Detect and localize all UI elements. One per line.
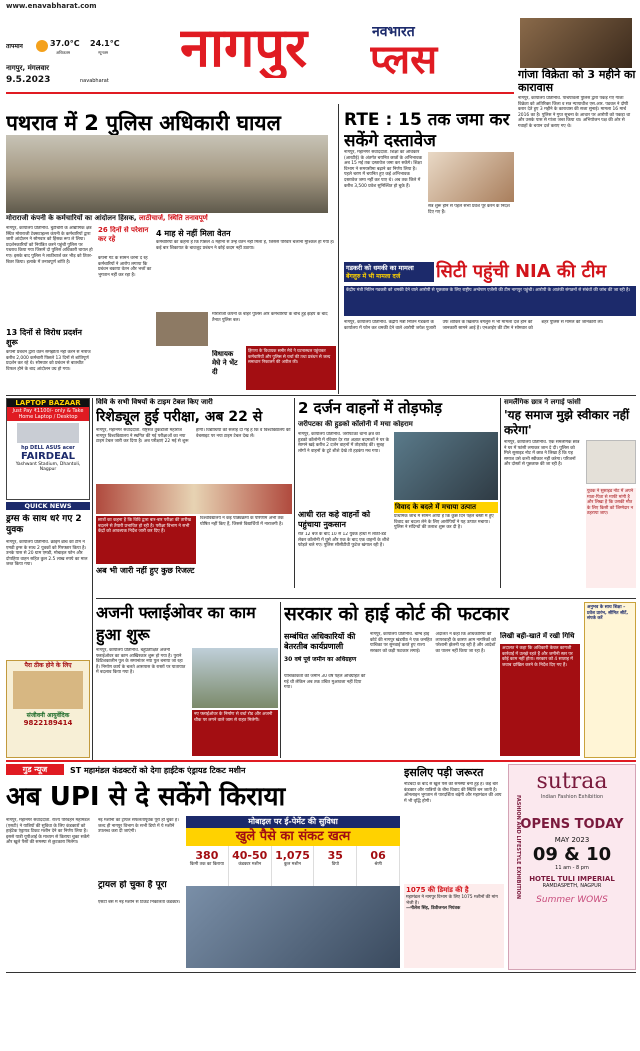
fare-label: डिपो <box>331 862 339 867</box>
city-date: नागपुर, मंगलवार <box>6 64 50 72</box>
story3-highlight-box <box>344 286 636 316</box>
bottom-rule <box>6 972 636 973</box>
exam-box <box>96 516 196 564</box>
vehicles-photo <box>394 432 498 500</box>
flyover-box <box>192 710 278 756</box>
story3-body: नागपुर, कार्यालय प्रतिनिधि. केंद्रीय मंत्री नितिन गडकरी के कार्यालय में फोन कर धमकी देने वाले आरोपी जयेश पुजारी उर्फ शाकिर के खिलाफ बेंगलुरु में भी मामला दर्ज होने की जानकारी सामने आई है। एनआईए की टीम ने सोमवार को शहर पुलिस से मामले की जानकारी ली। <box>344 320 604 331</box>
vehicles-body: नागपुर, कार्यालय प्रतिनिधि. जरीपटका थाना क्षेत्र की हुडको कॉलोनी में रविवार देर रात अज्ञात बदमाशों ने घर के सामने खड़े करीब 2 दर्जन वाहनों में तोड़फोड़ की। सुबह लोगों ने वाहनों के टूटे शीशे देखे तो हड़कंप मच गया। <box>298 432 390 454</box>
ayur-ad-head: पैरा ठीक होने के लिए <box>24 662 72 669</box>
issue-box <box>404 884 504 968</box>
temp-max-label: अधिकतम <box>56 50 71 55</box>
story1-kicker-red: लाठीचार्ज, स्थिति तनावपूर्ण <box>139 214 208 222</box>
hc-box <box>500 644 580 756</box>
upi-body-col2: नई मशीनों का ट्रायल सफलतापूर्वक पूरा हो चुका है। जल्द ही नागपुर विभाग के सभी डिपो में ये मशीनें उपलब्ध करा दी जाएंगी। <box>98 818 179 835</box>
issue-box-body: महामंडल ने नागपुर विभाग के लिए 1075 मशीनों की मांग भेजी है। <box>406 895 498 906</box>
vehicles-subhead: आधी रात कहे वाहनों को पहुंचाया नुकसान <box>298 510 371 529</box>
samlaingik-kicker: समलैंगिक छात्र ने लगाई फांसी <box>504 398 581 406</box>
right-side-ad[interactable] <box>584 602 636 758</box>
ayur-ad-name: संजीवनी आयुर्वेदिक <box>26 712 70 719</box>
upi-banner <box>186 816 400 968</box>
upi-caption: एसटी बस में नई मशीन से टिकट निकालता कंडक्टर। <box>98 900 181 905</box>
samlaingik-box <box>586 488 636 588</box>
website-url[interactable]: www.enavabharat.com <box>6 2 97 10</box>
row-rule-1 <box>6 395 636 396</box>
story1-kicker <box>6 214 336 223</box>
drugs-headline: ड्रग्स के साथ धरे गए 2 युवक <box>6 514 82 535</box>
story1-caption: मोराराजी कंपनी के बाहर पुलिस और कर्मचारियों के बीच हुई झड़प के बाद तैनात पुलिस बल। <box>212 312 328 323</box>
col-rule-2 <box>92 398 93 760</box>
fare-cell <box>357 846 400 886</box>
fare-value: 380 <box>195 849 219 862</box>
sutraa-opens: OPENS TODAY <box>520 817 624 832</box>
fare-label: कुल मशीन <box>284 862 301 867</box>
upi-label: गुड न्यूज <box>6 764 64 775</box>
flyover-headline: अजनी फ्लाईओवर का काम हुआ शुरू <box>96 603 256 644</box>
upi-kicker: ST महामंडल कंडक्टरों को देगा हाईटेक एंड्रायड टिकट मशीन <box>70 766 246 775</box>
story1-mla-tag: विधायक मेघे ने भेंट दी <box>212 350 238 376</box>
masthead-brand: नवभारत <box>372 24 415 40</box>
vehicles-boxbody: प्राथमिक जांच में सामने आया है कि कुछ दिन पहले बस्ती में हुए विवाद का बदला लेने के लिए आरोपियों ने यह उत्पात मचाया। पुलिस ने संदिग्धों की तलाश शुरू कर दी है। <box>394 514 494 531</box>
temp-min: 24.1°C <box>90 39 120 48</box>
fare-value: 1,075 <box>275 849 310 862</box>
masthead-rule <box>6 92 514 94</box>
fare-value: 06 <box>370 849 386 862</box>
samlaingik-box-text: युवक ने सुसाइड नोट में अपने माता-पिता से माफी मांगी है और लिखा है कि उसकी मौत के लिए किसी को जिम्मेदार न ठहराया जाए। <box>587 489 634 517</box>
upi-subhead: ट्रायल हो चुका है पूरा <box>98 880 167 890</box>
story3-tag <box>344 262 434 282</box>
upi-headline: अब UPI से दे सकेंगे किराया <box>6 782 286 812</box>
exam-headline: रिशेड्यूल हुई परीक्षा, अब 22 से <box>96 409 263 425</box>
story1-subhead: 13 दिनों से विरोध प्रदर्शन शुरू <box>6 328 82 347</box>
hc-boxhead: लिखी बही-खाते में रखी गिथि <box>500 632 575 640</box>
laptop-ad-brands: hp DELL ASUS acer <box>21 445 75 451</box>
side-news-photo <box>520 18 632 68</box>
upi-body: नागपुर, महानगर संवाददाता. राज्य परिवहन महामंडल (एसटी) ने यात्रियों की सुविधा के लिए कंडक्टरों को हाईटेक एंड्रायड टिकट मशीन देने का निर्णय लिया है। इससे यात्री यूपीआई के माध्यम से किराया चुका सकेंगे और खुले पैसों की समस्या से छुटकारा मिलेगा। <box>6 818 90 846</box>
masthead-plus: प्लस <box>370 38 438 82</box>
fare-value: 35 <box>327 849 343 862</box>
weather-label: तापमान <box>6 43 23 50</box>
fare-value: 40-50 <box>232 849 268 862</box>
flyover-box-text: नए फ्लाईओवर के निर्माण से वर्धा रोड और अजनी चौक पर लगने वाले जाम से राहत मिलेगी। <box>194 712 273 723</box>
upi-banner1: मोबाइल पर ई-पेमेंट की सुविधा <box>186 816 400 828</box>
fare-cell <box>314 846 357 886</box>
samlaingik-headline: 'यह समाज मुझे स्वीकार नहीं करेगा' <box>504 408 630 437</box>
story3-headline: सिटी पहुंची NIA की टीम <box>436 261 607 282</box>
story2-body: नागपुर, महानगर संवाददाता. शिक्षा का अधिकार (आरटीई) के अंतर्गत चयनित छात्रों के अभिभावक अब 15 मई तक दस्तावेज जमा कर सकेंगे। शिक्षा विभाग ने समयसीमा बढ़ाने का निर्णय लिया है। पहले चरण में चयनित हुए कई अभिभावक दस्तावेज जमा नहीं कर पाए थे। अब तक जिले में करीब 3,500 प्रवेश सुनिश्चित हो चुके हैं। <box>344 150 422 189</box>
fare-row <box>186 846 400 886</box>
hc-body: नागपुर, कार्यालय प्रतिनिधि. बॉम्बे हाई कोर्ट की नागपुर खंडपीठ ने एक जनहित याचिका पर सुनवाई करते हुए राज्य सरकार को कड़ी फटकार लगाई। अदालत ने कहा कि अधिकारियों की लापरवाही के कारण आम नागरिकों को परेशानी झेलनी पड़ रही है और आदेशों का पालन नहीं किया जा रहा है। <box>370 632 496 654</box>
vehicles-subbody: रात 12 बजे के बाद 10 से 12 युवक हाथों में लाठी-डंडे लेकर कॉलोनी में घुसे और एक के बाद एक वाहनों के शीशे फोड़ते चले गए। पुलिस सीसीटीवी फुटेज खंगाल रही है। <box>298 532 390 549</box>
story3-tag-line1: गडकरी को धमकी का मामला <box>346 264 414 272</box>
temp-max: 37.0°C <box>50 39 80 48</box>
issue-box-head: 1075 की डिमांड की है <box>406 886 469 894</box>
hc-subhead: सम्बंधित अधिकारियों की बेतरतीब कार्यप्रणाली <box>284 632 356 651</box>
sutraa-time: 11 am - 8 pm <box>555 865 589 871</box>
ayur-ad[interactable] <box>6 660 90 758</box>
story1-headline: पथराव में 2 पुलिस अधिकारी घायल <box>6 111 281 135</box>
sutraa-tagline: Indian Fashion Exhibition <box>540 794 604 800</box>
ayur-ad-phone[interactable]: 9822189414 <box>23 719 73 727</box>
side-news-title: गांजा विक्रेता को 3 महीने का कारावास <box>518 68 636 94</box>
story3-tag-line2: बेंगलुरु में भी मामला दर्ज <box>346 273 401 280</box>
col-rule-5 <box>280 602 281 758</box>
story1-body: नागपुर, कार्यालय प्रतिनिधि. बुटीबोरी के औद्योगिक क्षेत्र स्थित मोराराजी टेक्सटाइल्स कंपनी के कर्मचारियों द्वारा जारी आंदोलन ने सोमवार को हिंसक रूप ले लिया। प्रदर्शनकारियों को नियंत्रित करने पहुंची पुलिस पर पथराव किया गया जिसमें दो पुलिस अधिकारी घायल हो गए। इसके बाद पुलिस ने लाठीचार्ज कर भीड़ को तितर-बितर किया। इलाके में तनावपूर्ण शांति है। <box>6 226 93 265</box>
issue-headline: इसलिए पड़ी जरूरत <box>404 766 484 779</box>
sutraa-summer: Summer WOWS <box>536 895 608 905</box>
story1-subhead2: 4 माह से नहीं मिला वेतन <box>156 229 231 238</box>
col-rule-3 <box>294 398 295 588</box>
story1-subbody2: कर्मचारियों का कहना है कि पिछले 4 महीनों से उन्हें वेतन नहीं मिला है, जिससे परिवार चलाना मुश्किल हो गया है। कई बार शिकायत के बावजूद प्रबंधन ने कोई कदम नहीं उठाया। <box>156 240 335 251</box>
story1-mla-box <box>246 346 336 390</box>
sutraa-ad[interactable] <box>508 764 636 970</box>
hc-subhead2: 30 वर्ष पूर्व जमीन का अधिग्रहण <box>284 656 357 663</box>
laptop-ad-head: LAPTOP BAZAAR <box>7 399 89 407</box>
issue-body: नोटबंदी के बाद से खुले पैसे की समस्या बनी हुई है। कई बार कंडक्टर और यात्रियों के बीच विवाद की स्थिति बन जाती है। ऑनलाइन भुगतान से पारदर्शिता बढ़ेगी और महामंडल की आय में भी वृद्धि होगी। <box>404 782 502 804</box>
ayur-ad-image <box>13 671 83 709</box>
laptop-ad-image <box>17 423 79 443</box>
right-side-ad-text: अनुभव के साथ शिक्षा – प्रवेश प्रारंभ, सीमित सीटें, संपर्क करें <box>587 605 629 622</box>
sutraa-days: 09 & 10 <box>532 844 612 865</box>
sutraa-venue: HOTEL TULI IMPERIAL <box>529 875 615 883</box>
fare-cell <box>272 846 315 886</box>
sutraa-brand: sutraa <box>536 769 608 794</box>
exam-photo <box>96 484 292 514</box>
temp-min-label: न्यूनतम <box>98 50 109 55</box>
exam-kicker: विवि के सभी विषयों के टाइम टेबल किए जारी <box>96 398 213 406</box>
sun-icon <box>36 40 48 52</box>
issue-date: 9.5.2023 <box>6 75 51 85</box>
hc-headline: सरकार को हाई कोर्ट की फटकार <box>284 603 509 625</box>
issue-byline: —नीलेश सिंह, डिवीजनल नियंत्रक <box>406 906 461 912</box>
row-rule-3 <box>6 760 636 762</box>
exam-subhead: अब भी जारी नहीं हुए कुछ रिजल्ट <box>96 566 195 575</box>
flyover-photo <box>192 648 278 708</box>
laptop-ad-store: FAIRDEAL <box>20 451 76 462</box>
drugs-body: नागपुर, कार्यालय प्रतिनिधि. क्राइम ब्रांच की टीम ने एमडी ड्रग्स के साथ 2 युवकों को गिरफ्तार किया है। उनके पास से 20 ग्राम एमडी, मोबाइल फोन और दोपहिया वाहन सहित कुल 2.5 लाख रुपये का माल जब्त किया गया। <box>6 540 88 568</box>
story2-headline: RTE : 15 तक जमा कर सकेंगे दस्तावेज <box>344 110 510 151</box>
story1-kicker-text: मोराराजी कंपनी के कर्मचारियों का आंदोलन हिंसक, <box>6 214 137 222</box>
story2-inset: सत्र शुरू होने से पहले सभी प्रवेश पूरे करने के निर्देश दिए गए हैं। <box>428 204 510 215</box>
upi-banner2: खुले पैसे का संकट खत्म <box>186 828 400 846</box>
fare-label: किमी तक का किराया <box>189 862 224 867</box>
col-rule-4 <box>500 398 501 588</box>
fare-label: श्रेणी <box>374 862 382 867</box>
side-news-body: नागपुर, कार्यालय प्रतिनिधि. पाचपावली पुलिस द्वारा पकड़े गए गांजा विक्रेता को अतिरिक्त जिला व सत्र न्यायाधीश एस.आर. पडवल ने दोषी करार देते हुए 3 महीने के कारावास की सजा सुनाई। मामला 16 मार्च 2016 का है। पुलिस ने गुप्त सूचना के आधार पर आरोपी को पकड़ा था और उसके पास से गांजा जब्त किया था। अभियोजन पक्ष की ओर से गवाहों के बयान दर्ज कराए गए थे। <box>518 96 631 129</box>
story1-subbody: कंपनी प्रबंधन द्वारा वेतन समझौता नहीं करने से नाराज करीब 2,000 कर्मचारी पिछले 13 दिनों से शांतिपूर्ण प्रदर्शन कर रहे थे। सोमवार को प्रबंधन से बातचीत विफल होने के बाद आंदोलन उग्र हो गया। <box>6 350 91 372</box>
social-handle[interactable]: navabharat <box>80 78 109 84</box>
exam-body: नागपुर, महानगर संवाददाता. राष्ट्रसंत तुकडोजी महाराज नागपुर विश्वविद्यालय ने स्थगित की गई परीक्षाओं का नया टाइम टेबल जारी कर दिया है। अब परीक्षाएं 22 मई से शुरू होंगी। विद्यार्थियों को सलाह दी गई है कि वे विश्वविद्यालय की वेबसाइट पर नया टाइम टेबल देख लें। <box>96 428 291 445</box>
exam-box-text: छात्रों का कहना है कि विवि द्वारा बार-बार परीक्षा की तारीख बदलने से तैयारी प्रभावित हो रही है। परीक्षा विभाग ने सभी केंद्रों को आवश्यक निर्देश जारी कर दिए हैं। <box>98 518 191 535</box>
story1-mla-body: हिंगणा के विधायक समीर मेघे ने घटनास्थल पहुंचकर कर्मचारियों और पुलिस से चर्चा की तथा प्रबंधन से जल्द समाधान निकालने की अपील की। <box>248 348 331 365</box>
samlaingik-photo <box>586 440 636 484</box>
story3-highlight: केंद्रीय मंत्री नितिन गडकरी को धमकी देने वाले आरोपी से पूछताछ के लिए राष्ट्रीय अन्वेषण एजेंसी की टीम नागपुर पहुंची। आरोपी के आतंकी संगठनों से संबंधों की जांच की जा रही है। <box>346 288 631 293</box>
row-rule-2 <box>96 598 636 599</box>
flyover-body: नागपुर, कार्यालय प्रतिनिधि. बहुप्रतीक्षित अजनी फ्लाईओवर का काम आखिरकार शुरू हो गया है। पुराने ब्रिटिशकालीन पुल के समानांतर नया पुल बनाया जा रहा है। निर्माण कार्य के चलते आसपास के रास्तों पर यातायात में बदलाव किया गया है। <box>96 648 186 676</box>
hc-box-text: अदालत ने कहा कि अधिकारी केवल कागजी कार्रवाई में उलझे रहते हैं और जमीनी स्तर पर कोई काम नहीं होता। सरकार को 4 सप्ताह में जवाब दाखिल करने के निर्देश दिए गए हैं। <box>502 646 573 668</box>
laptop-ad[interactable] <box>6 398 90 500</box>
vehicles-headline: 2 दर्जन वाहनों में तोड़फोड़ <box>298 399 443 417</box>
sutraa-month: MAY 2023 <box>554 836 590 844</box>
quick-news-label: QUICK NEWS <box>6 502 90 510</box>
fare-label: कंडक्टर मशीन <box>238 862 262 867</box>
weather-box <box>6 38 156 60</box>
story2-photo <box>428 152 514 202</box>
sutraa-side: FASHION AND LIFESTYLE EXHIBITION <box>515 795 521 900</box>
story1-photo <box>6 135 328 213</box>
social-icons[interactable] <box>64 78 78 86</box>
fare-cell <box>229 846 272 886</box>
exam-subbody: विश्वविद्यालय ने कई पाठ्यक्रमों के परिणाम अभी तक घोषित नहीं किए हैं, जिससे विद्यार्थियों में नाराजगी है। <box>200 516 284 527</box>
sutraa-city: RAMDASPETH, NAGPUR <box>542 883 602 889</box>
vehicles-kicker: जरीपटका की हुडको कॉलोनी में मचा कोहराम <box>298 420 413 428</box>
fare-cell <box>186 846 229 886</box>
upi-photo <box>186 886 400 968</box>
laptop-ad-address: Yashwant Stadium, Dhantoli, Nagpur <box>15 462 81 472</box>
col-rule-1 <box>338 104 339 394</box>
story1-boxbody: कंपनी गेट के सामने धरना दे रहे कर्मचारियों ने आरोप लगाया कि प्रबंधन बकाया वेतन और भत्तों का भुगतान नहीं कर रहा है। <box>98 256 152 278</box>
laptop-ad-offer: Just Pay ₹1100/- only & Take Home Laptop / Desktop <box>7 407 89 421</box>
story1-boxhead: 26 दिनों से परेशान कर रहे <box>98 226 149 243</box>
vehicles-boxhead: विवाद के बदले में मचाया उत्पात <box>394 502 498 513</box>
masthead-title: नागपुर <box>180 18 308 78</box>
samlaingik-body: नागपुर, कार्यालय प्रतिनिधि. एक समलैंगिक छात्र ने घर में फांसी लगाकर जान दे दी। पुलिस को मिले सुसाइड नोट में छात्र ने लिखा है कि यह समाज उसे कभी स्वीकार नहीं करेगा। परिजनों और दोस्तों से पूछताछ की जा रही है। <box>504 440 580 468</box>
hc-subbody2: याचिकाकर्ता की जमीन 30 वर्ष पहले अधिग्रहित की गई थी लेकिन अब तक उचित मुआवजा नहीं दिया गया। <box>284 674 366 691</box>
story1-photo2 <box>156 312 208 346</box>
